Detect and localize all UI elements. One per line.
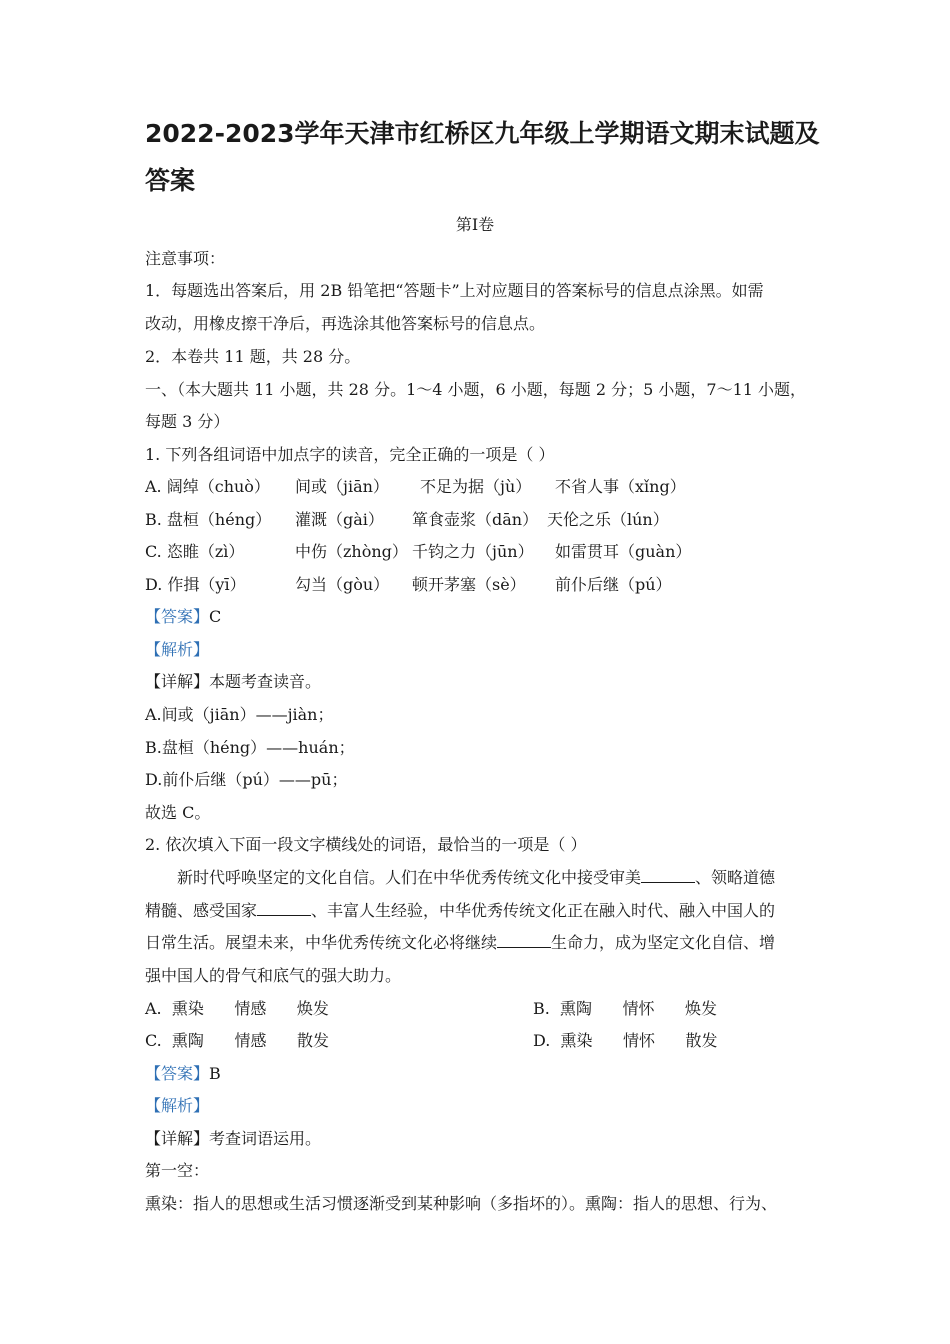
q1-answer [145,606,221,628]
q2-answer-tag: 【答案】 [145,1064,210,1083]
q1-note-b: B.盘桓（héng）——huán； [145,738,355,757]
q2-blank-3 [497,932,551,948]
q1-option-d [145,574,672,596]
q2-passage-text-3a: 日常生活。展望未来，中华优秀传统文化必将继续 [145,933,498,952]
q1-option-a-word-1: A. 阔绰（chuò） [145,477,270,496]
q2-analysis-tag: 【解析】 [145,1096,210,1115]
q1-detail: 【详解】本题考查读音。 [145,672,322,691]
q1-option-c [145,541,691,563]
q2-passage-text-2b: 、丰富人生经验，中华优秀传统文化正在融入时代、融入中国人的 [311,901,776,920]
document-title: 2022-2023学年天津市红桥区九年级上学期语文期末试题及答案 [145,119,820,195]
notice-item-1-line-2: 改动，用橡皮擦干净后，再选涂其他答案标号的信息点。 [145,314,546,333]
q2-option-b: B. 熏陶 情怀 焕发 [533,999,718,1018]
q2-passage-text-3b: 生命力，成为坚定文化自信、增 [551,933,776,952]
section-1-line-2: 每题 3 分） [145,412,230,431]
notice-item-1-line-1: 1．每题选出答案后，用 2B 铅笔把“答题卡”上对应题目的答案标号的信息点涂黑。如需 [145,281,764,300]
q1-option-c-word-4: 如雷贯耳（guàn） [555,542,692,561]
q2-passage-line-3 [145,932,775,954]
section-1-line-1: 一、（本大题共 11 小题，共 28 分。1～4 小题，6 小题，每题 2 分；5 小题，7～11 小题， [145,380,807,399]
q1-option-b-word-1: B. 盘桓（héng） [145,510,272,529]
q1-option-b-word-3: 箪食壶浆（dān） [412,510,539,529]
q1-option-a-word-3: 不足为据（jù） [420,477,532,496]
q1-option-d-word-2: 勾当（gòu） [295,575,390,594]
q2-option-d: D. 熏染 情怀 散发 [533,1031,718,1050]
q1-analysis-tag: 【解析】 [145,640,210,659]
q1-conclusion: 故选 C。 [145,803,211,822]
q2-answer-value: B [209,1064,221,1083]
q1-note-a: A.间或（jiān）——jiàn； [145,705,334,724]
q2-first-blank-label: 第一空： [145,1161,210,1180]
q2-passage-line-4: 强中国人的骨气和底气的强大助力。 [145,966,402,985]
q2-passage-text-1a: 新时代呼唤坚定的文化自信。人们在中华优秀传统文化中接受审美 [177,868,642,887]
q1-option-d-word-3: 顿开茅塞（sè） [412,575,526,594]
q1-option-a-word-2: 间或（jiān） [295,477,389,496]
notice-heading: 注意事项： [145,249,226,268]
q2-detail: 【详解】考查词语运用。 [145,1129,322,1148]
q1-option-b-word-2: 灌溉（gài） [295,510,384,529]
q2-passage-line-1 [177,867,775,889]
q1-option-b [145,509,669,531]
q1-option-c-word-1: C. 恣睢（zì） [145,542,245,561]
q2-passage-text-1b: 、领略道德 [695,868,776,887]
q1-answer-value: C [209,607,222,626]
q1-note-d: D.前仆后继（pú）——pū； [145,770,348,789]
q2-blank-1 [641,867,695,883]
q1-stem: 1. 下列各组词语中加点字的读音，完全正确的一项是（ ） [145,445,555,464]
q2-stem: 2. 依次填入下面一段文字横线处的词语，最恰当的一项是（ ） [145,835,587,854]
q2-blank-2 [257,900,311,916]
q2-option-c: C. 熏陶 情感 散发 [145,1031,329,1050]
q1-option-b-word-4: 天伦之乐（lún） [547,510,669,529]
volume-label: 第Ⅰ卷 [455,215,495,234]
q1-option-d-word-4: 前仆后继（pú） [555,575,672,594]
q2-passage-text-2a: 精髓、感受国家 [145,901,258,920]
q1-option-c-word-2: 中伤（zhòng） [295,542,408,561]
q1-option-d-word-1: D. 作揖（yī） [145,575,246,594]
q2-explanation: 熏染：指人的思想或生活习惯逐渐受到某种影响（多指坏的）。熏陶：指人的思想、行为、 [145,1194,778,1213]
q1-option-a [145,476,686,498]
q2-option-a: A. 熏染 情感 焕发 [145,999,329,1018]
q1-answer-tag: 【答案】 [145,607,210,626]
q2-passage-line-2 [145,900,775,922]
q1-option-c-word-3: 千钧之力（jūn） [412,542,534,561]
q1-option-a-word-4: 不省人事（xǐng） [555,477,686,496]
q2-answer [145,1063,221,1085]
notice-item-2: 2．本卷共 11 题，共 28 分。 [145,347,361,366]
